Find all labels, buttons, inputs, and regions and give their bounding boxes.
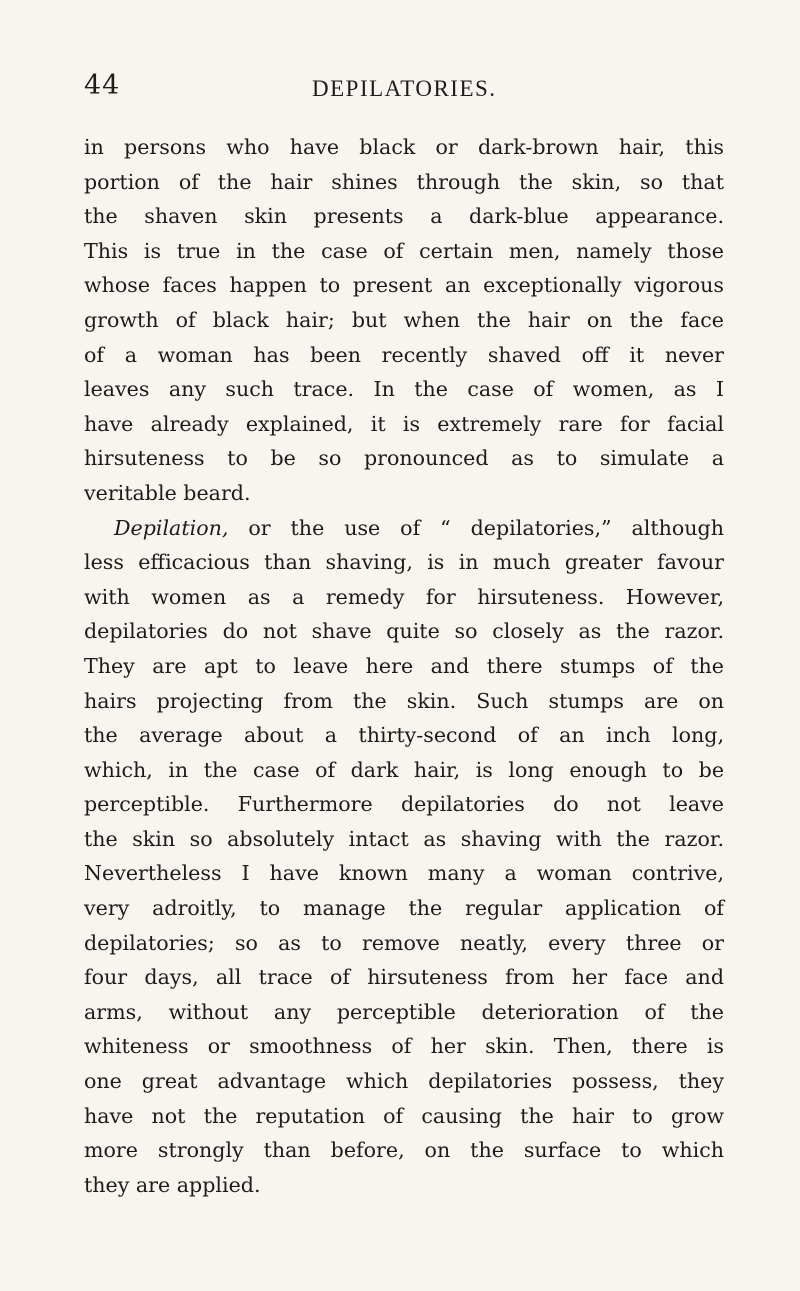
text-line: Nevertheless I have known many a woman contrive, (84, 861, 724, 886)
text-line: This is true in the case of certain men, namely those (84, 238, 724, 263)
text-line: depilatories do not shave quite so closely as the razor. (84, 619, 724, 644)
body-text (84, 130, 724, 1202)
text-line: whose faces happen to present an exceptionally vigorous (84, 273, 724, 298)
running-title: DEPILATORIES. (312, 76, 497, 101)
text-line: leaves any such trace. In the case of women, as I (84, 377, 724, 402)
text-line: of a woman has been recently shaved off it never (84, 342, 724, 367)
text-segment: or the use of “ depilatories,” although (228, 515, 724, 540)
text-line: hairs projecting from the skin. Such stumps are on (84, 688, 724, 713)
text-line: They are apt to leave here and there stumps of the (84, 653, 724, 678)
text-line: they are applied. (84, 1172, 261, 1197)
italic-term: Depilation, (114, 515, 229, 540)
text-line: one great advantage which depilatories possess, they (84, 1069, 724, 1094)
running-head (84, 70, 724, 110)
text-line: less efficacious than shaving, is in much greater favour (84, 550, 724, 575)
text-line: which, in the case of dark hair, is long enough to be (84, 757, 724, 782)
text-line: the skin so absolutely intact as shaving with the razor. (84, 826, 724, 851)
text-line: with women as a remedy for hirsuteness. However, (84, 584, 724, 609)
text-line: in persons who have black or dark-brown hair, this (84, 135, 724, 159)
text-line: whiteness or smoothness of her skin. Then, there is (84, 1034, 724, 1059)
text-line: have not the reputation of causing the hair to grow (84, 1103, 724, 1128)
text-line: four days, all trace of hirsuteness from her face and (84, 965, 724, 990)
text-line: depilatories; so as to remove neatly, every three or (84, 930, 724, 955)
text-line: arms, without any perceptible deterioration of the (84, 999, 724, 1024)
text-line: growth of black hair; but when the hair on the face (84, 307, 724, 332)
paragraph-first-line (84, 511, 724, 546)
page-number: 44 (84, 70, 121, 101)
text-line: have already explained, it is extremely rare for facial (84, 411, 724, 436)
text-line: hirsuteness to be so pronounced as to simulate a (84, 446, 724, 471)
text-line: more strongly than before, on the surface to which (84, 1138, 724, 1163)
text-line: perceptible. Furthermore depilatories do not leave (84, 792, 724, 817)
text-line: the average about a thirty-second of an inch long, (84, 723, 724, 748)
text-line: the shaven skin presents a dark-blue appearance. (84, 204, 724, 229)
text-line: veritable beard. (84, 480, 251, 505)
text-line: very adroitly, to manage the regular application of (84, 896, 724, 921)
text-line: portion of the hair shines through the skin, so that (84, 169, 724, 194)
